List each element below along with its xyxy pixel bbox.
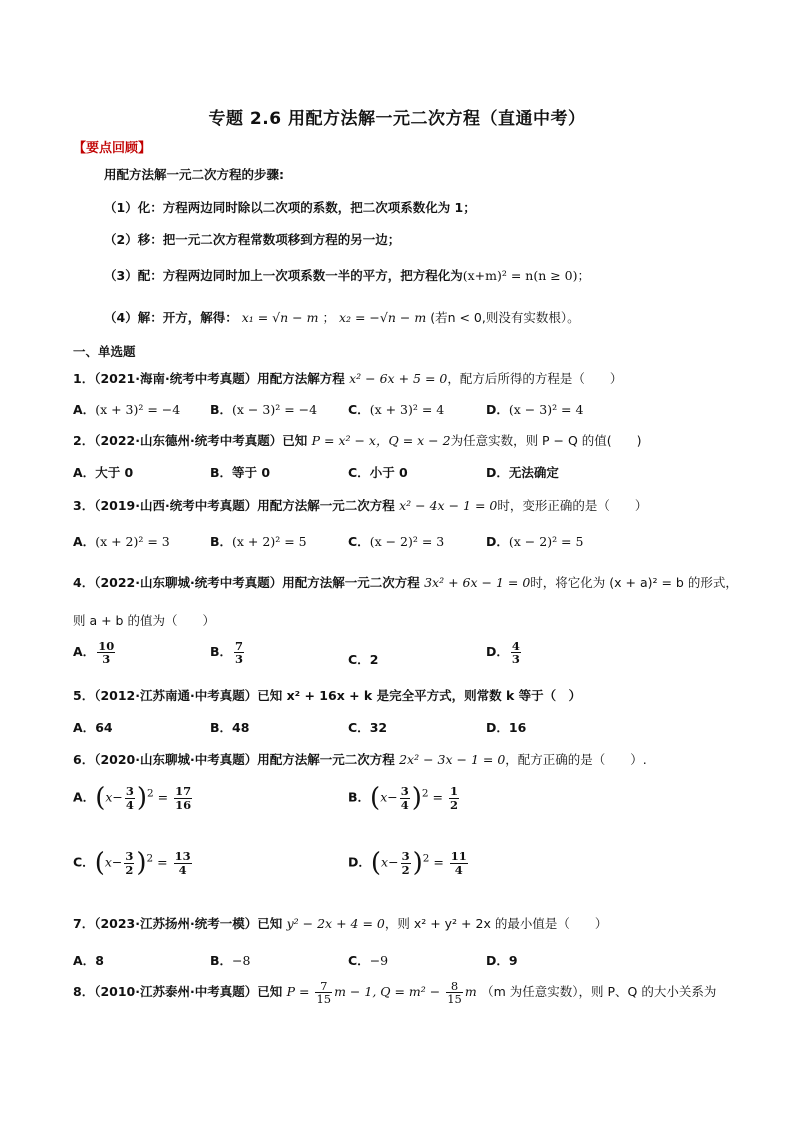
review-step-4-x1: x₁ = √n − m: [241, 310, 319, 325]
left-paren: (: [370, 783, 381, 813]
question-2: [73, 431, 642, 449]
question-1-formula: x² − 6x + 5 = 0: [349, 371, 448, 386]
question-3-tail: 时，变形正确的是（ ）: [497, 498, 648, 513]
question-4-line-2: [73, 611, 215, 629]
option-text: (x − 2)² = 3: [369, 534, 445, 549]
option-text: 8: [95, 953, 104, 968]
denominator: 2: [125, 862, 134, 877]
option-letter: B．: [210, 534, 233, 549]
option-text: 9: [508, 953, 518, 968]
option-letter: A．: [73, 789, 96, 805]
q1-option-a[interactable]: [73, 400, 180, 418]
option-letter: C．: [348, 953, 370, 968]
option-letter: B．: [210, 720, 233, 735]
left-paren: (: [95, 783, 106, 813]
option-text: 64: [95, 720, 113, 735]
variable-x: x−: [104, 854, 123, 870]
option-letter: B．: [210, 465, 233, 480]
option-letter: A．: [73, 534, 96, 549]
option-letter: A．: [73, 720, 96, 735]
q4-option-d[interactable]: [486, 640, 523, 665]
question-7: [73, 914, 607, 932]
option-letter: C．: [348, 402, 370, 417]
question-4: [73, 573, 738, 591]
numerator: 3: [400, 784, 409, 799]
option-letter: A．: [73, 953, 96, 968]
option-text: 等于 0: [232, 465, 271, 480]
option-letter: B．: [210, 953, 233, 968]
question-7-stem: 7．（2023·江苏扬州·统考一模）已知: [73, 916, 283, 931]
fraction: $\frac{7}{15}$: [316, 979, 332, 1007]
review-step-1: （1）化：方程两边同时除以二次项的系数，把二次项系数化为 1；: [104, 200, 476, 215]
option-letter: A．: [73, 644, 96, 660]
option-letter: C．: [348, 465, 370, 480]
question-3-formula: x² − 4x − 1 = 0: [399, 498, 498, 513]
q6-option-b[interactable]: [348, 783, 461, 813]
variable-x: x−: [381, 854, 399, 870]
numerator: 11: [450, 849, 467, 864]
right-paren: ): [412, 848, 423, 878]
fraction: [124, 850, 134, 875]
fraction: [511, 640, 521, 665]
fraction: [234, 640, 244, 665]
review-step-4-text: （4）解：开方，解得：: [104, 310, 238, 325]
q4-option-b[interactable]: [210, 640, 246, 665]
review-step-3-tail: ；: [577, 268, 591, 283]
q2-option-b[interactable]: [210, 463, 270, 481]
denominator: 3: [102, 652, 111, 667]
denominator: 4: [125, 797, 134, 812]
option-letter: C．: [348, 534, 370, 549]
numerator: 17: [175, 784, 192, 799]
review-step-3-text: （3）配：方程两边同时加上一次项系数一半的平方，把方程化为: [104, 268, 463, 283]
denominator: 4: [454, 862, 463, 877]
q8-formula-p-rest: m − 1, Q = m² −: [334, 984, 445, 1000]
q4-option-c[interactable]: [348, 650, 378, 668]
fraction: [174, 785, 192, 810]
numerator: 3: [125, 849, 134, 864]
review-header: 【要点回顾】: [73, 141, 152, 156]
option-text: −8: [232, 953, 251, 968]
question-4-stem: 4．（2022·山东聊城·统考中考真题）用配方法解一元二次方程: [73, 575, 420, 590]
q2-option-c[interactable]: [348, 463, 408, 481]
right-paren: ): [136, 848, 147, 878]
option-text: (x − 3)² = 4: [508, 402, 584, 417]
option-letter: B．: [210, 402, 233, 417]
denominator: 2: [449, 797, 458, 812]
question-1-tail: ，配方后所得的方程是（ ）: [447, 371, 623, 386]
question-4-formula: 3x² + 6x − 1 = 0: [424, 575, 531, 590]
option-text: 大于 0: [95, 465, 134, 480]
question-1-stem: 1．（2021·海南·统考中考真题）用配方法解方程: [73, 371, 345, 386]
numerator: 4: [511, 639, 520, 653]
q7-option-b[interactable]: [210, 951, 250, 969]
question-3-stem: 3．（2019·山西·统考中考真题）用配方法解一元二次方程: [73, 498, 395, 513]
question-5-stem: 5．（2012·江苏南通·中考真题）已知 x² + 16x + k 是完全平方式，则常数 k 等于（ ）: [73, 688, 582, 703]
q5-option-b[interactable]: [210, 718, 249, 736]
q5-option-a[interactable]: [73, 718, 113, 736]
question-7-formula: y² − 2x + 4 = 0: [286, 916, 385, 931]
equals: =: [153, 789, 173, 805]
review-step-3: [104, 266, 590, 284]
fraction: [401, 850, 411, 875]
q2-option-d[interactable]: [486, 463, 559, 481]
option-letter: D．: [486, 720, 509, 735]
option-text: 32: [369, 720, 388, 735]
option-text: (x − 2)² = 5: [508, 534, 584, 549]
left-paren: (: [370, 848, 382, 878]
numerator: 7: [235, 639, 244, 653]
denominator: 16: [175, 797, 192, 812]
q1-option-c[interactable]: [348, 400, 444, 418]
option-letter: D．: [486, 534, 509, 549]
question-4-tail: 时，将它化为 (x + a)² = b 的形式，: [530, 575, 738, 590]
q2-option-a[interactable]: [73, 463, 133, 481]
equals: =: [429, 854, 448, 870]
option-letter: B．: [348, 789, 371, 805]
numerator: 13: [174, 849, 191, 864]
fraction: [125, 785, 135, 810]
question-7-tail: ，则 x² + y² + 2x 的最小值是（ ）: [384, 916, 608, 931]
q3-option-a[interactable]: [73, 532, 170, 550]
denominator: 2: [401, 862, 410, 877]
option-text: 16: [508, 720, 527, 735]
denominator: 3: [511, 652, 520, 667]
right-paren: ): [136, 783, 148, 813]
review-step-4-sep: ；: [322, 310, 335, 325]
question-8-stem: 8．（2010·江苏泰州·中考真题）已知: [73, 984, 283, 1000]
option-letter: D．: [486, 953, 509, 968]
question-5: [73, 686, 581, 704]
question-6-stem: 6．（2020·山东聊城·中考真题）用配方法解一元二次方程: [73, 752, 395, 767]
section-heading: 一、单选题: [73, 344, 136, 359]
q7-option-a[interactable]: [73, 951, 104, 969]
option-letter: A．: [73, 465, 96, 480]
option-letter: D．: [348, 854, 371, 870]
option-text: −9: [369, 953, 389, 968]
option-text: (x + 2)² = 3: [95, 534, 170, 549]
question-2-tail: 为任意实数，则 P − Q 的值( ): [450, 433, 642, 448]
left-paren: (: [94, 848, 105, 878]
numerator: 10: [98, 639, 115, 653]
q4-option-a[interactable]: [73, 640, 117, 665]
option-text: (x + 3)² = −4: [95, 402, 181, 417]
fraction: $\frac{8}{15}$: [447, 979, 462, 1007]
q6-option-c[interactable]: [73, 848, 194, 878]
review-step-4-x2: x₂ = −√n − m: [338, 310, 427, 325]
option-letter: D．: [486, 644, 509, 660]
question-8-tail: （m 为任意实数），则 P、Q 的大小关系为: [481, 984, 717, 1000]
question-2-stem: 2．（2022·山东德州·统考中考真题）已知: [73, 433, 308, 448]
q1-option-d[interactable]: [486, 400, 583, 418]
q5-option-d[interactable]: [486, 718, 526, 736]
question-4-line-2-text: 则 a + b 的值为（ ）: [73, 613, 215, 628]
q3-option-c[interactable]: [348, 532, 444, 550]
question-6: [73, 750, 647, 768]
question-1: [73, 369, 622, 387]
equals: =: [153, 854, 172, 870]
review-step-4-tail: (若n < 0,则没有实数根）。: [430, 310, 580, 325]
equals: =: [428, 789, 447, 805]
fraction: [97, 640, 115, 665]
option-letter: A．: [73, 402, 96, 417]
fraction: [174, 850, 192, 875]
review-step-4: [104, 308, 580, 326]
numerator: 3: [125, 784, 134, 799]
option-text: 2: [369, 652, 379, 667]
fraction: [400, 785, 410, 810]
right-paren: ): [411, 783, 422, 813]
option-letter: C．: [73, 854, 95, 870]
fraction: [450, 850, 468, 875]
review-intro: 用配方法解一元二次方程的步骤:: [104, 167, 284, 182]
question-8: [73, 980, 716, 1005]
denominator: 4: [400, 797, 409, 812]
q1-option-b[interactable]: [210, 400, 317, 418]
exponent: 2: [146, 852, 154, 865]
fraction: [449, 785, 459, 810]
option-text: (x + 3)² = 4: [369, 402, 445, 417]
denominator: 4: [178, 862, 187, 877]
exponent: 2: [147, 787, 154, 800]
review-step-2: （2）移：把一元二次方程常数项移到方程的另一边；: [104, 232, 401, 247]
exponent: 2: [421, 787, 429, 800]
option-letter: C．: [348, 652, 370, 667]
numerator: 1: [449, 784, 458, 799]
q3-option-d[interactable]: [486, 532, 583, 550]
option-letter: B．: [210, 644, 233, 660]
denominator: 3: [235, 652, 244, 667]
q3-option-b[interactable]: [210, 532, 307, 550]
question-6-formula: 2x² − 3x − 1 = 0: [399, 752, 506, 767]
q7-option-d[interactable]: [486, 951, 518, 969]
q5-option-c[interactable]: [348, 718, 387, 736]
option-text: 48: [232, 720, 250, 735]
q6-option-d[interactable]: [348, 848, 470, 878]
option-text: (x − 3)² = −4: [232, 402, 318, 417]
page-title: 专题 2.6 用配方法解一元二次方程（直通中考）: [208, 109, 586, 129]
exponent: 2: [422, 852, 430, 865]
question-3: [73, 496, 647, 514]
option-text: 小于 0: [369, 465, 408, 480]
option-letter: C．: [348, 720, 370, 735]
question-2-formula: P = x² − x，Q = x − 2: [311, 433, 451, 448]
option-text: (x + 2)² = 5: [232, 534, 307, 549]
option-text: 无法确定: [508, 465, 559, 480]
option-letter: D．: [486, 402, 509, 417]
review-step-3-formula: (x+m)² = n(n ≥ 0): [462, 268, 578, 283]
question-6-tail: ，配方正确的是（ ）.: [505, 752, 647, 767]
numerator: 3: [401, 849, 410, 864]
option-letter: D．: [486, 465, 509, 480]
q6-option-a[interactable]: [73, 783, 194, 813]
variable-x: x−: [380, 789, 398, 805]
variable-x: x−: [105, 789, 123, 805]
q8-formula-q-rest: m: [464, 984, 477, 1000]
q8-formula-p: P =: [286, 984, 314, 1000]
q7-option-c[interactable]: [348, 951, 388, 969]
